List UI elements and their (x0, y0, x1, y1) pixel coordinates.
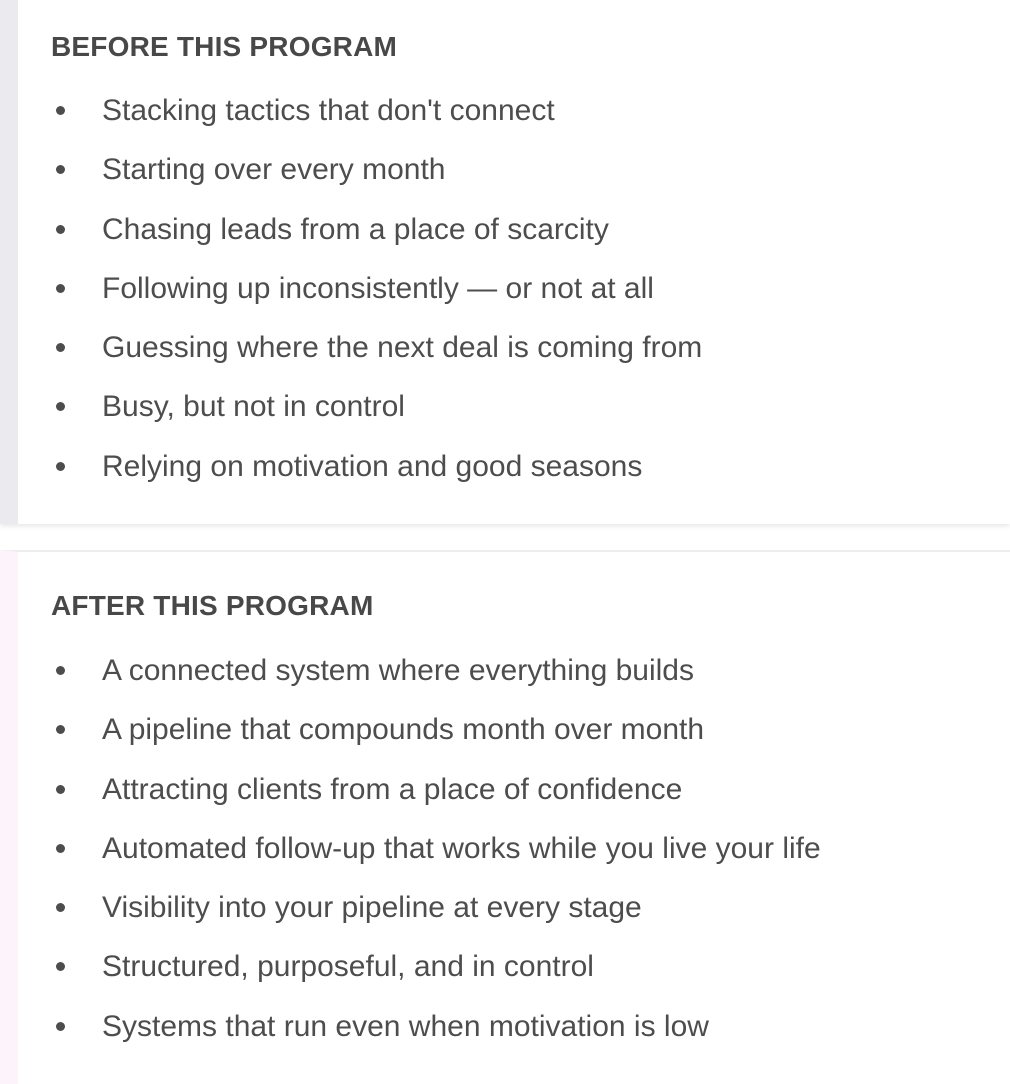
bullet-icon (56, 844, 65, 853)
bullet-icon (56, 343, 65, 352)
list-item-text: Busy, but not in control (102, 390, 405, 424)
list-item-text: A connected system where everything builds (102, 654, 694, 687)
list-item-text: Automated follow-up that works while you live your life (102, 831, 821, 865)
after-program-title: AFTER THIS PROGRAM (51, 590, 374, 621)
list-item-text: Stacking tactics that don't connect (102, 94, 555, 127)
bullet-icon (56, 725, 65, 734)
bullet-icon (56, 962, 65, 971)
before-program-title: BEFORE THIS PROGRAM (51, 31, 398, 62)
bullet-icon (56, 1022, 65, 1031)
bullet-icon (56, 903, 65, 912)
bullet-icon (56, 284, 65, 293)
bullet-icon (56, 225, 65, 234)
list-item-text: Attracting clients from a place of confidence (102, 772, 683, 806)
list-item-text: Structured, purposeful, and in control (102, 950, 594, 984)
bullet-icon (56, 165, 65, 174)
bullet-icon (56, 462, 65, 471)
before-program-card (0, 0, 1010, 524)
bullet-icon (56, 666, 65, 675)
list-item-text: A pipeline that compounds month over month (102, 713, 705, 747)
list-item-text: Starting over every month (102, 153, 446, 187)
bullet-icon (56, 402, 65, 411)
bullet-icon (56, 785, 65, 794)
list-item-text: Chasing leads from a place of scarcity (102, 212, 609, 246)
list-item-text: Following up inconsistently — or not at all (102, 271, 654, 305)
list-item-text: Visibility into your pipeline at every stage (102, 891, 642, 925)
list-item-text: Systems that run even when motivation is low (102, 1009, 709, 1043)
list-item-text: Guessing where the next deal is coming from (102, 331, 703, 365)
bullet-icon (56, 106, 65, 115)
after-program-card (0, 550, 1010, 1084)
list-item-text: Relying on motivation and good seasons (102, 449, 643, 483)
